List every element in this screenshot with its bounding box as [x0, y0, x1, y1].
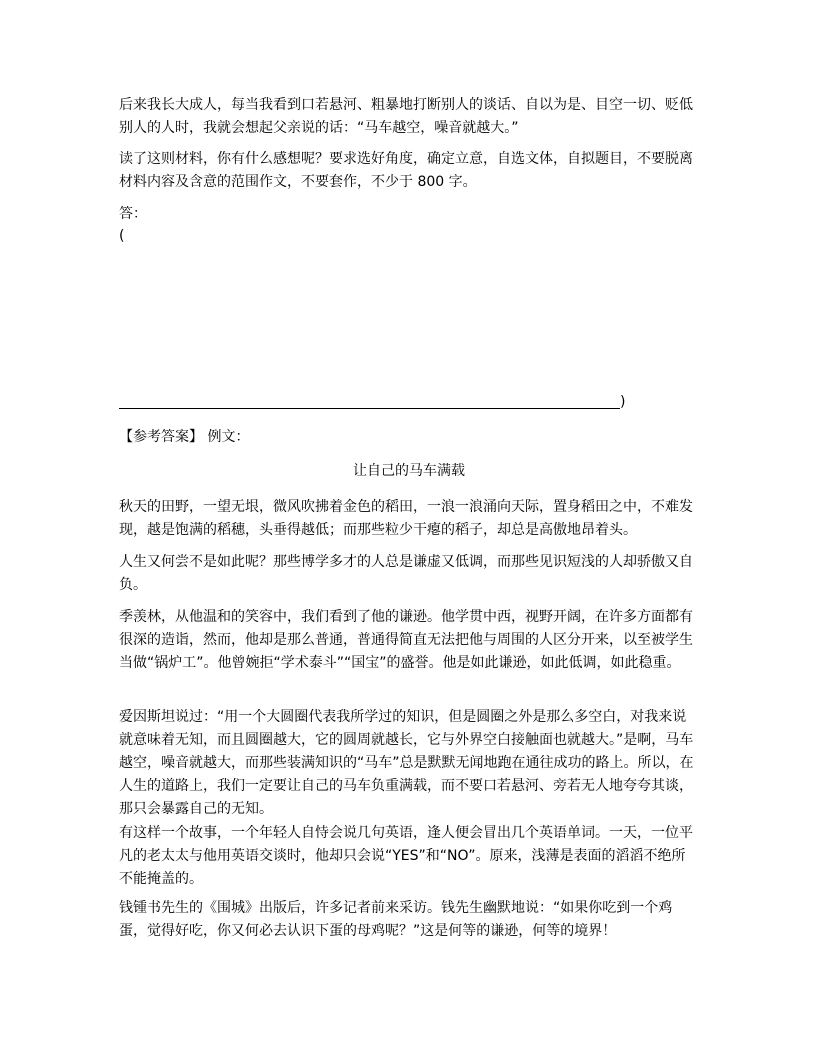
answer-label: 答： [119, 206, 147, 222]
essay-paragraph: 秋天的田野，一望无垠，微风吹拂着金色的稻田，一浪一浪涌向天际，置身稻田之中，不难发现，越是饱满的稻穗，头垂得越低；而那些粒少干瘪的稻子，却总是高傲地昂着头。 [119, 499, 693, 538]
essay-paragraph: 爱因斯坦说过：“用一个大圆圈代表我所学过的知识，但是圆圈之外是那么多空白，对我来说就意味着无知，而且圆圈越大，它的圆周就越长，它与外界空白接触面也就越大。”是啊，马车越空，噪音就越大，而那些装满知识的“马车”总是默默无闻地跑在通往成功的路上。所以，在人生的道路上，我们一定要让自己的马车负重满载，而不要口若悬河、旁若无人地夸夸其谈，那只会暴露自己的无知。 [119, 709, 694, 817]
question-paragraph-1: 后来我长大成人，每当我看到口若悬河、粗暴地打断别人的谈话、自以为是、目空一切、贬低别人的人时，我就会想起父亲说的话：“马车越空，噪音就越大。” [119, 97, 693, 136]
essay-paragraph: 钱锺书先生的《围城》出版后，许多记者前来采访。钱先生幽默地说：“如果你吃到一个鸡蛋，觉得好吃，你又何必去认识下蛋的母鸡呢？”这是何等的谦逊，何等的境界！ [119, 900, 673, 939]
essay-paragraph: 有这样一个故事，一个年轻人自恃会说几句英语，逢人便会冒出几个英语单词。一天，一位平凡的老太太与他用英语交谈时，他却只会说“YES”和“NO”。原来，浅薄是表面的滔滔不绝所不能掩盖的。 [119, 825, 693, 887]
answer-blank-line [119, 408, 620, 409]
answer-paren-close: ) [620, 394, 626, 410]
reference-answer-label: 【参考答案】 例文： [119, 429, 250, 445]
essay-paragraph: 季羡林，从他温和的笑容中，我们看到了他的谦逊。他学贯中西，视野开阔，在许多方面都有很深的造诣，然而，他却是那么普通，普通得简直无法把他与周围的人区分开来，以至被学生当做“锅炉工”。他曾婉拒“学术泰斗”“国宝”的盛誉。他是如此谦逊，如此低调，如此稳重。 [119, 609, 693, 671]
question-paragraph-2: 读了这则材料，你有什么感想呢？要求选好角度，确定立意，自选文体，自拟题目，不要脱离材料内容及含意的范围作文，不要套作，不少于 800 字。 [119, 151, 693, 190]
essay-paragraph: 人生又何尝不是如此呢？那些博学多才的人总是谦虚又低调，而那些见识短浅的人却骄傲又自负。 [119, 554, 693, 593]
answer-paren-open: ( [119, 228, 125, 244]
essay-title: 让自己的马车满载 [353, 463, 465, 479]
